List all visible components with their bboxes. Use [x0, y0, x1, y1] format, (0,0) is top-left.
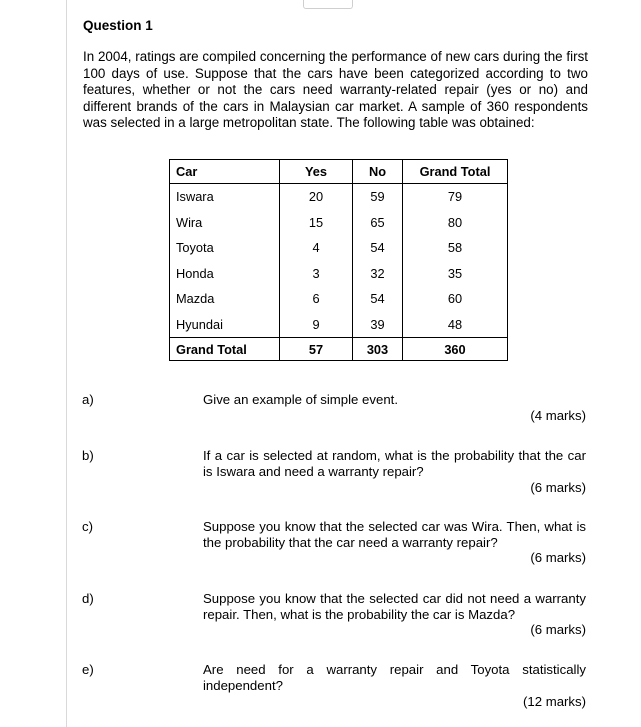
header-grand-total: Grand Total [403, 160, 508, 184]
cell-total: 58 [403, 235, 508, 261]
table-row [170, 261, 508, 287]
table-total-row [170, 338, 508, 361]
cell-no: 32 [353, 261, 403, 287]
cell-yes: 9 [280, 312, 353, 338]
cell-car: Toyota [170, 235, 280, 261]
cell-car: Grand Total [170, 338, 280, 361]
cell-no: 65 [353, 210, 403, 236]
cell-total: 79 [403, 184, 508, 210]
question-item-c [82, 519, 586, 567]
cell-car: Wira [170, 210, 280, 236]
cell-yes: 3 [280, 261, 353, 287]
question-item-d [82, 591, 586, 639]
item-text: Suppose you know that the selected car did not need a warranty repair. Then, what is the probability the car is Mazda? [203, 591, 586, 622]
cell-no: 303 [353, 338, 403, 361]
cell-yes: 4 [280, 235, 353, 261]
question-item-b [82, 448, 586, 496]
item-marks: (6 marks) [530, 550, 586, 565]
cell-total: 60 [403, 286, 508, 312]
item-marks: (4 marks) [530, 408, 586, 423]
cell-yes: 6 [280, 286, 353, 312]
question-content [83, 17, 588, 357]
table-header-row [170, 160, 508, 184]
item-marks: (12 marks) [522, 694, 586, 709]
item-label: d) [82, 591, 94, 606]
table-row [170, 312, 508, 338]
table-row [170, 235, 508, 261]
toolbar-tab [303, 0, 353, 9]
page-left-edge [66, 0, 67, 727]
header-no: No [353, 160, 403, 184]
question-item-a [82, 392, 586, 426]
question-intro: In 2004, ratings are compiled concerning the performance of new cars during the first 100 days of use. Suppose that the cars have been categorized according to two features, whether or not the cars need warranty-related repair (yes or no) and different brands of the cars in Malaysian car market. A sample of 360 respondents was selected in a large metropolitan state. The following table was obtained: [83, 49, 588, 131]
header-car: Car [170, 160, 280, 184]
item-label: b) [82, 448, 94, 463]
cell-car: Iswara [170, 184, 280, 210]
cell-car: Hyundai [170, 312, 280, 338]
item-label: a) [82, 392, 94, 407]
cell-car: Honda [170, 261, 280, 287]
item-text: Are need for a warranty repair and Toyota statistically independent? [203, 662, 586, 693]
cell-total: 80 [403, 210, 508, 236]
item-text: Give an example of simple event. [203, 392, 398, 407]
item-label: e) [82, 662, 94, 677]
item-marks: (6 marks) [530, 480, 586, 495]
cell-yes: 20 [280, 184, 353, 210]
table-row [170, 210, 508, 236]
cell-no: 39 [353, 312, 403, 338]
cell-no: 59 [353, 184, 403, 210]
question-title: Question 1 [83, 18, 153, 33]
cell-no: 54 [353, 235, 403, 261]
item-marks: (6 marks) [530, 622, 586, 637]
cell-total: 360 [403, 338, 508, 361]
cell-total: 48 [403, 312, 508, 338]
header-yes: Yes [280, 160, 353, 184]
table-row [170, 286, 508, 312]
item-text: Suppose you know that the selected car was Wira. Then, what is the probability that the car need a warranty repair? [203, 519, 586, 550]
item-text: If a car is selected at random, what is the probability that the car is Iswara and need a warranty repair? [203, 448, 586, 479]
cell-no: 54 [353, 286, 403, 312]
cell-car: Mazda [170, 286, 280, 312]
question-item-e [82, 662, 586, 712]
car-warranty-table [169, 159, 508, 361]
cell-yes: 15 [280, 210, 353, 236]
cell-total: 35 [403, 261, 508, 287]
table-row [170, 184, 508, 210]
cell-yes: 57 [280, 338, 353, 361]
item-label: c) [82, 519, 93, 534]
